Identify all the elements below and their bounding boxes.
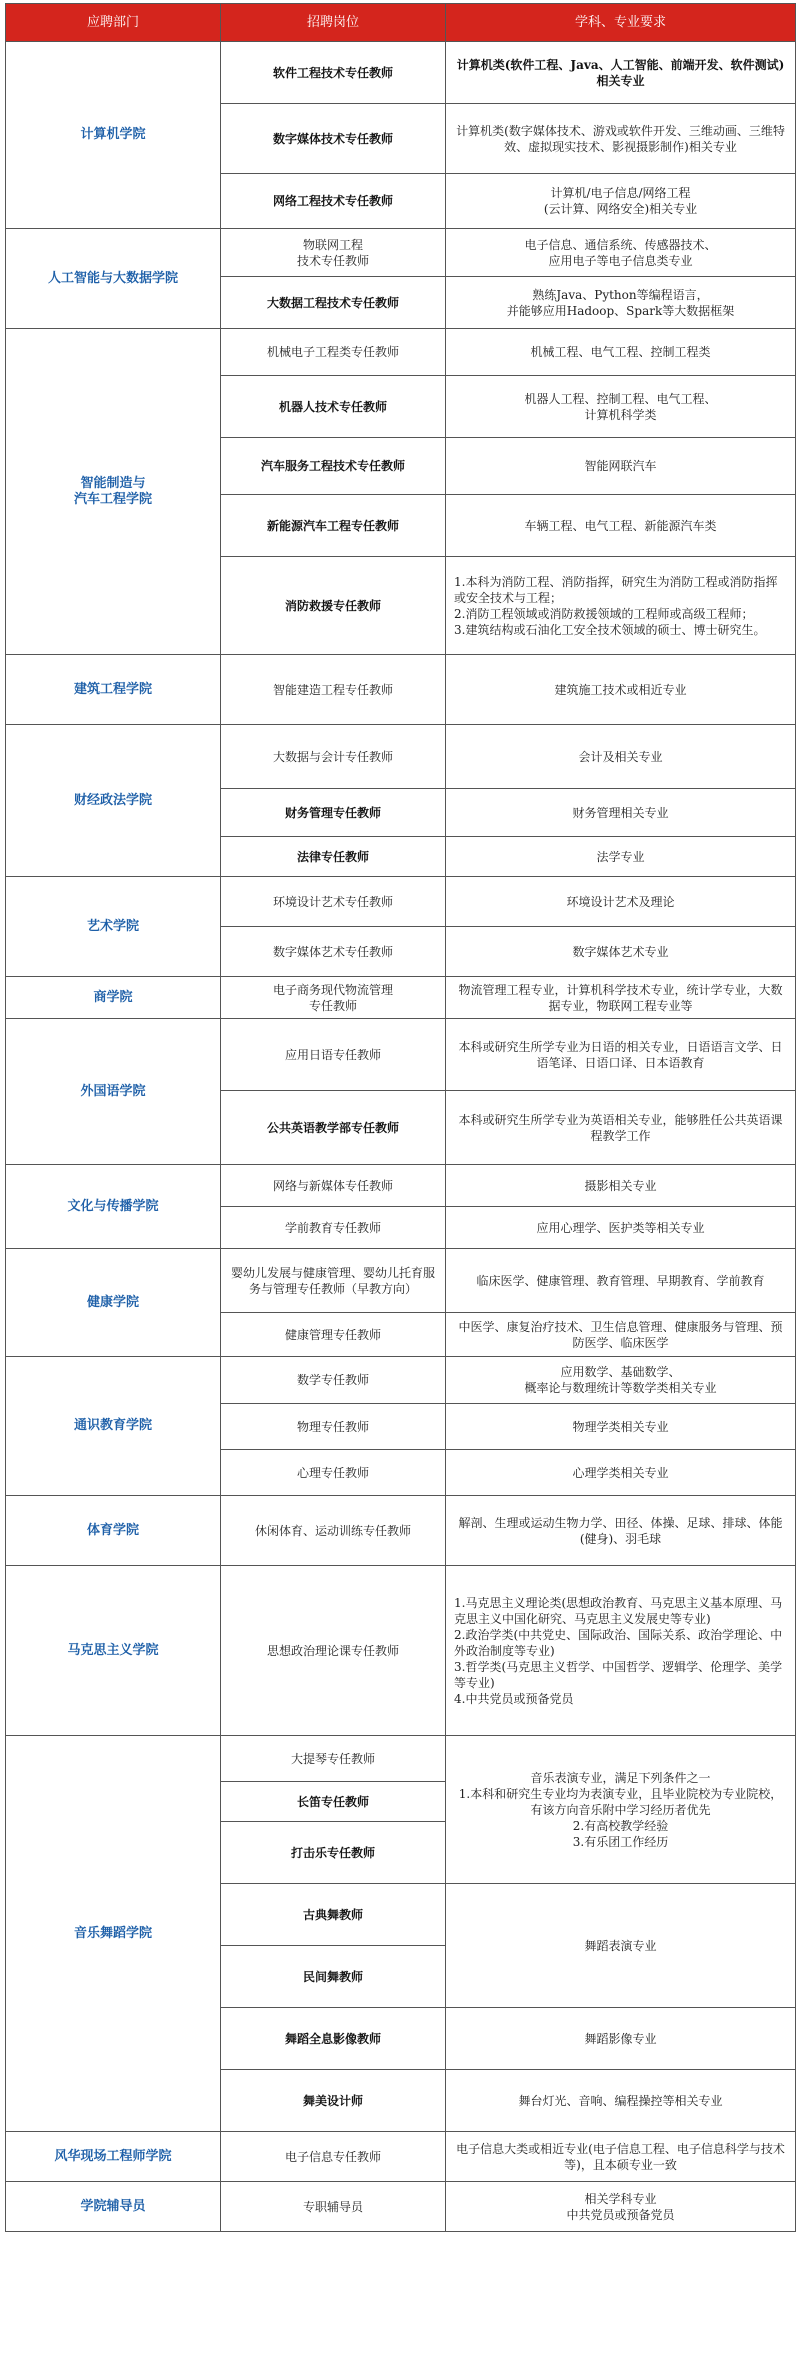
position-cell: 古典舞教师 (221, 1884, 446, 1946)
position-cell: 汽车服务工程技术专任教师 (221, 438, 446, 495)
position-cell: 长笛专任教师 (221, 1782, 446, 1822)
table-row (6, 2132, 796, 2182)
requirement-cell: 中医学、康复治疗技术、卫生信息管理、健康服务与管理、预防医学、临床医学 (446, 1313, 796, 1357)
position-cell: 智能建造工程专任教师 (221, 655, 446, 725)
table-row (6, 2182, 796, 2232)
position-cell: 休闲体育、运动训练专任教师 (221, 1496, 446, 1566)
position-cell: 机器人技术专任教师 (221, 376, 446, 438)
requirement-cell: 数字媒体艺术专业 (446, 927, 796, 977)
position-cell: 物联网工程 技术专任教师 (221, 229, 446, 277)
table-row (6, 1736, 796, 1782)
position-cell: 软件工程技术专任教师 (221, 42, 446, 104)
position-cell: 新能源汽车工程专任教师 (221, 495, 446, 557)
position-cell: 学前教育专任教师 (221, 1207, 446, 1249)
position-cell: 网络工程技术专任教师 (221, 174, 446, 229)
requirement-cell: 熟练Java、Python等编程语言， 并能够应用Hadoop、Spark等大数据框架 (446, 277, 796, 329)
position-cell: 法律专任教师 (221, 837, 446, 877)
requirement-cell: 智能网联汽车 (446, 438, 796, 495)
header-position: 招聘岗位 (221, 4, 446, 42)
position-cell: 数学专任教师 (221, 1357, 446, 1404)
requirement-cell: 心理学类相关专业 (446, 1450, 796, 1496)
department-cell: 通识教育学院 (6, 1357, 221, 1496)
table-row (6, 1357, 796, 1404)
position-cell: 婴幼儿发展与健康管理、婴幼儿托育服务与管理专任教师（早教方向） (221, 1249, 446, 1313)
position-cell: 环境设计艺术专任教师 (221, 877, 446, 927)
department-cell: 学院辅导员 (6, 2182, 221, 2232)
requirement-cell: 财务管理相关专业 (446, 789, 796, 837)
table-row (6, 1496, 796, 1566)
position-cell: 舞美设计师 (221, 2070, 446, 2132)
position-cell: 数字媒体技术专任教师 (221, 104, 446, 174)
position-cell: 打击乐专任教师 (221, 1822, 446, 1884)
position-cell: 大提琴专任教师 (221, 1736, 446, 1782)
requirement-cell: 环境设计艺术及理论 (446, 877, 796, 927)
table-row (6, 229, 796, 277)
position-cell: 思想政治理论课专任教师 (221, 1566, 446, 1736)
department-cell: 智能制造与 汽车工程学院 (6, 329, 221, 655)
recruitment-table (5, 3, 796, 2232)
department-cell: 商学院 (6, 977, 221, 1019)
position-cell: 电子商务现代物流管理 专任教师 (221, 977, 446, 1019)
position-cell: 健康管理专任教师 (221, 1313, 446, 1357)
header-department: 应聘部门 (6, 4, 221, 42)
requirement-cell: 本科或研究生所学专业为英语相关专业，能够胜任公共英语课程教学工作 (446, 1091, 796, 1165)
department-cell: 艺术学院 (6, 877, 221, 977)
requirement-cell: 解剖、生理或运动生物力学、田径、体操、足球、排球、体能(健身)、羽毛球 (446, 1496, 796, 1566)
requirement-cell: 应用心理学、医护类等相关专业 (446, 1207, 796, 1249)
position-cell: 舞蹈全息影像教师 (221, 2008, 446, 2070)
table-row (6, 977, 796, 1019)
requirement-cell: 计算机类(数字媒体技术、游戏或软件开发、三维动画、三维特效、虚拟现实技术、影视摄影制作)相关专业 (446, 104, 796, 174)
requirement-cell: 舞蹈影像专业 (446, 2008, 796, 2070)
table-row (6, 877, 796, 927)
requirement-cell: 机械工程、电气工程、控制工程类 (446, 329, 796, 376)
position-cell: 数字媒体艺术专任教师 (221, 927, 446, 977)
department-cell: 计算机学院 (6, 42, 221, 229)
department-cell: 健康学院 (6, 1249, 221, 1357)
header-requirement: 学科、专业要求 (446, 4, 796, 42)
table-header-row (6, 4, 796, 42)
position-cell: 大数据与会计专任教师 (221, 725, 446, 789)
requirement-cell: 1.本科为消防工程、消防指挥，研究生为消防工程或消防指挥或安全技术与工程； 2.消防工程领域或消防救援领域的工程师或高级工程师； 3.建筑结构或石油化工安全技术领域的硕士、博士研究生。 (446, 557, 796, 655)
department-cell: 外国语学院 (6, 1019, 221, 1165)
table-row (6, 1249, 796, 1313)
department-cell: 体育学院 (6, 1496, 221, 1566)
position-cell: 民间舞教师 (221, 1946, 446, 2008)
position-cell: 机械电子工程类专任教师 (221, 329, 446, 376)
position-cell: 电子信息专任教师 (221, 2132, 446, 2182)
department-cell: 音乐舞蹈学院 (6, 1736, 221, 2132)
department-cell: 建筑工程学院 (6, 655, 221, 725)
requirement-cell: 法学专业 (446, 837, 796, 877)
requirement-cell: 物流管理工程专业，计算机科学技术专业，统计学专业，大数据专业，物联网工程专业等 (446, 977, 796, 1019)
requirement-cell: 物理学类相关专业 (446, 1404, 796, 1450)
requirement-cell: 摄影相关专业 (446, 1165, 796, 1207)
requirement-cell: 1.马克思主义理论类(思想政治教育、马克思主义基本原理、马克思主义中国化研究、马克思主义发展史等专业) 2.政治学类(中共党史、国际政治、国际关系、政治学理论、中外政治制度等专业) 3.哲学类(马克思主义哲学、中国哲学、逻辑学、伦理学、美学等专业) 4.中共党员或预备党员 (446, 1566, 796, 1736)
department-cell: 财经政法学院 (6, 725, 221, 877)
department-cell: 马克思主义学院 (6, 1566, 221, 1736)
requirement-cell: 音乐表演专业，满足下列条件之一 1.本科和研究生专业均为表演专业，且毕业院校为专业院校，有该方向音乐附中学习经历者优先 2.有高校教学经验 3.有乐团工作经历 (446, 1736, 796, 1884)
table-row (6, 1019, 796, 1091)
position-cell: 公共英语教学部专任教师 (221, 1091, 446, 1165)
department-cell: 文化与传播学院 (6, 1165, 221, 1249)
requirement-cell: 建筑施工技术或相近专业 (446, 655, 796, 725)
position-cell: 财务管理专任教师 (221, 789, 446, 837)
table-row (6, 1566, 796, 1736)
requirement-cell: 会计及相关专业 (446, 725, 796, 789)
position-cell: 心理专任教师 (221, 1450, 446, 1496)
department-cell: 人工智能与大数据学院 (6, 229, 221, 329)
requirement-cell: 电子信息大类或相近专业(电子信息工程、电子信息科学与技术等)，且本硕专业一致 (446, 2132, 796, 2182)
table-row (6, 725, 796, 789)
requirement-cell: 应用数学、基础数学、 概率论与数理统计等数学类相关专业 (446, 1357, 796, 1404)
table-row (6, 655, 796, 725)
requirement-cell: 相关学科专业 中共党员或预备党员 (446, 2182, 796, 2232)
requirement-cell: 舞蹈表演专业 (446, 1884, 796, 2008)
requirement-cell: 舞台灯光、音响、编程操控等相关专业 (446, 2070, 796, 2132)
requirement-cell: 车辆工程、电气工程、新能源汽车类 (446, 495, 796, 557)
position-cell: 大数据工程技术专任教师 (221, 277, 446, 329)
requirement-cell: 本科或研究生所学专业为日语的相关专业，日语语言文学、日语笔译、日语口译、日本语教育 (446, 1019, 796, 1091)
position-cell: 专职辅导员 (221, 2182, 446, 2232)
department-cell: 风华现场工程师学院 (6, 2132, 221, 2182)
table-row (6, 1165, 796, 1207)
requirement-cell: 计算机类(软件工程、Java、人工智能、前端开发、软件测试)相关专业 (446, 42, 796, 104)
requirement-cell: 计算机/电子信息/网络工程 (云计算、网络安全)相关专业 (446, 174, 796, 229)
position-cell: 应用日语专任教师 (221, 1019, 446, 1091)
position-cell: 物理专任教师 (221, 1404, 446, 1450)
position-cell: 网络与新媒体专任教师 (221, 1165, 446, 1207)
position-cell: 消防救援专任教师 (221, 557, 446, 655)
requirement-cell: 临床医学、健康管理、教育管理、早期教育、学前教育 (446, 1249, 796, 1313)
table-row (6, 42, 796, 104)
requirement-cell: 机器人工程、控制工程、电气工程、 计算机科学类 (446, 376, 796, 438)
table-row (6, 329, 796, 376)
requirement-cell: 电子信息、通信系统、传感器技术、 应用电子等电子信息类专业 (446, 229, 796, 277)
